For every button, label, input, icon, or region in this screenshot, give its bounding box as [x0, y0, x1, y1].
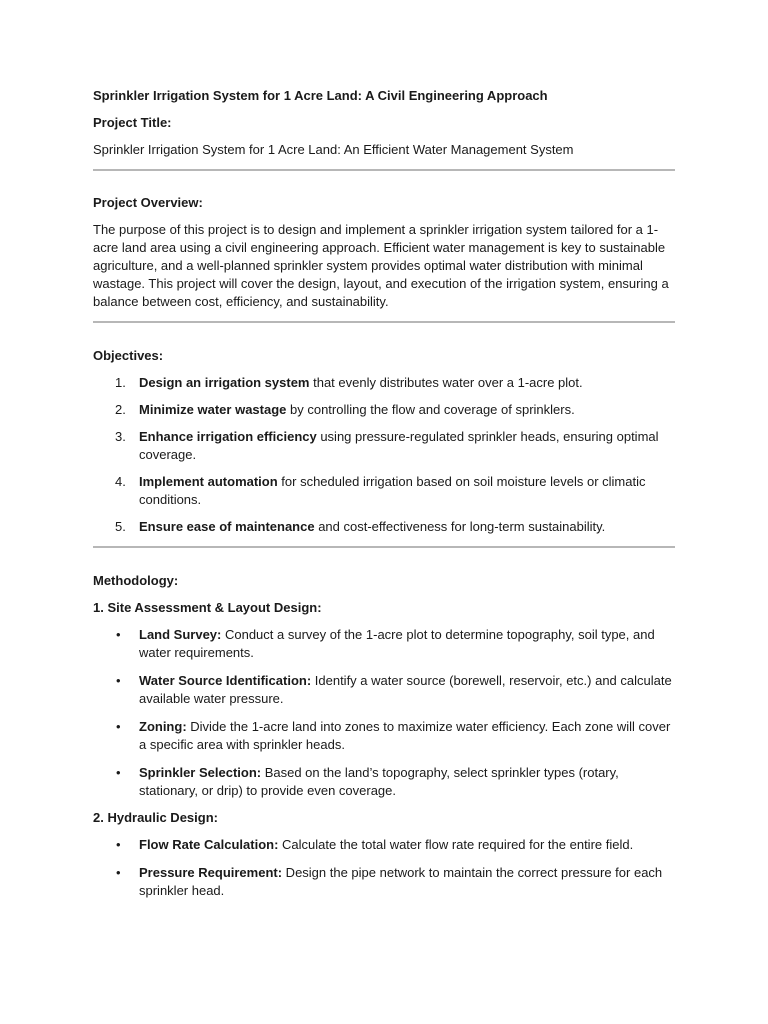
list-item: [93, 836, 675, 854]
list-number: 2.: [115, 402, 126, 417]
objective-text: for scheduled irrigation based on soil moisture levels or climatic conditions.: [139, 474, 646, 507]
item-key: Pressure Requirement:: [139, 865, 283, 880]
list-number: 5.: [115, 519, 126, 534]
list-item: [93, 672, 675, 708]
item-text: Identify a water source (borewell, reservoir, etc.) and calculate available water pressure.: [139, 673, 672, 706]
document-title: Sprinkler Irrigation System for 1 Acre Land: A Civil Engineering Approach: [93, 88, 548, 103]
bullet-icon: •: [116, 865, 121, 880]
item-key: Sprinkler Selection:: [139, 765, 262, 780]
methodology-heading: Methodology:: [93, 573, 179, 588]
list-item: [93, 718, 675, 754]
hydraulic-design-heading: 2. Hydraulic Design:: [93, 810, 218, 825]
site-assessment-list: [93, 626, 675, 800]
item-key: Flow Rate Calculation:: [139, 837, 279, 852]
objectives-heading: Objectives:: [93, 348, 164, 363]
hydraulic-design-list: [93, 836, 675, 900]
list-item: [93, 473, 675, 509]
bullet-icon: •: [116, 719, 121, 734]
objective-key: Implement automation: [139, 474, 278, 489]
item-text: Calculate the total water flow rate required for the entire field.: [278, 837, 634, 852]
item-key: Water Source Identification:: [139, 673, 312, 688]
item-text: Conduct a survey of the 1-acre plot to determine topography, soil type, and water requirements.: [139, 627, 655, 660]
bullet-icon: •: [116, 627, 121, 642]
item-text: Based on the land’s topography, select sprinkler types (rotary, stationary, or drip) to provide even coverage.: [139, 765, 619, 798]
project-title-label: Project Title:: [93, 115, 172, 130]
objectives-list: [93, 374, 675, 536]
overview-heading: Project Overview:: [93, 195, 203, 210]
objective-text: and cost-effectiveness for long-term sustainability.: [314, 519, 606, 534]
list-item: [93, 518, 675, 536]
objective-key: Minimize water wastage: [139, 402, 287, 417]
objective-key: Enhance irrigation efficiency: [139, 429, 317, 444]
objective-key: Design an irrigation system: [139, 375, 310, 390]
overview-paragraph: The purpose of this project is to design and implement a sprinkler irrigation system tailored for a 1-acre land area using a civil engineering approach. Efficient water management is key to sustainable agriculture, and a well-planned sprinkler system provides optimal water distribution with minimal wastage. This project will cover the design, layout, and execution of the irrigation system, ensuring a balance between cost, efficiency, and sustainability.: [93, 222, 669, 309]
list-item: [93, 764, 675, 800]
list-item: [93, 374, 675, 392]
document-page: [93, 87, 675, 900]
site-assessment-heading: 1. Site Assessment & Layout Design:: [93, 600, 322, 615]
list-item: [93, 864, 675, 900]
list-number: 4.: [115, 474, 126, 489]
project-title-text: Sprinkler Irrigation System for 1 Acre Land: An Efficient Water Management System: [93, 142, 574, 157]
list-item: [93, 401, 675, 419]
bullet-icon: •: [116, 765, 121, 780]
objective-text: using pressure-regulated sprinkler heads, ensuring optimal coverage.: [139, 429, 659, 462]
item-key: Land Survey:: [139, 627, 222, 642]
list-number: 3.: [115, 429, 126, 444]
item-text: Design the pipe network to maintain the correct pressure for each sprinkler head.: [139, 865, 663, 898]
bullet-icon: •: [116, 837, 121, 852]
objective-text: that evenly distributes water over a 1-acre plot.: [309, 375, 583, 390]
list-item: [93, 428, 675, 464]
objective-text: by controlling the flow and coverage of sprinklers.: [286, 402, 575, 417]
bullet-icon: •: [116, 673, 121, 688]
objective-key: Ensure ease of maintenance: [139, 519, 315, 534]
item-text: Divide the 1-acre land into zones to maximize water efficiency. Each zone will cover a specific area with sprinkler heads.: [139, 719, 671, 752]
list-number: 1.: [115, 375, 126, 390]
item-key: Zoning:: [139, 719, 187, 734]
list-item: [93, 626, 675, 662]
